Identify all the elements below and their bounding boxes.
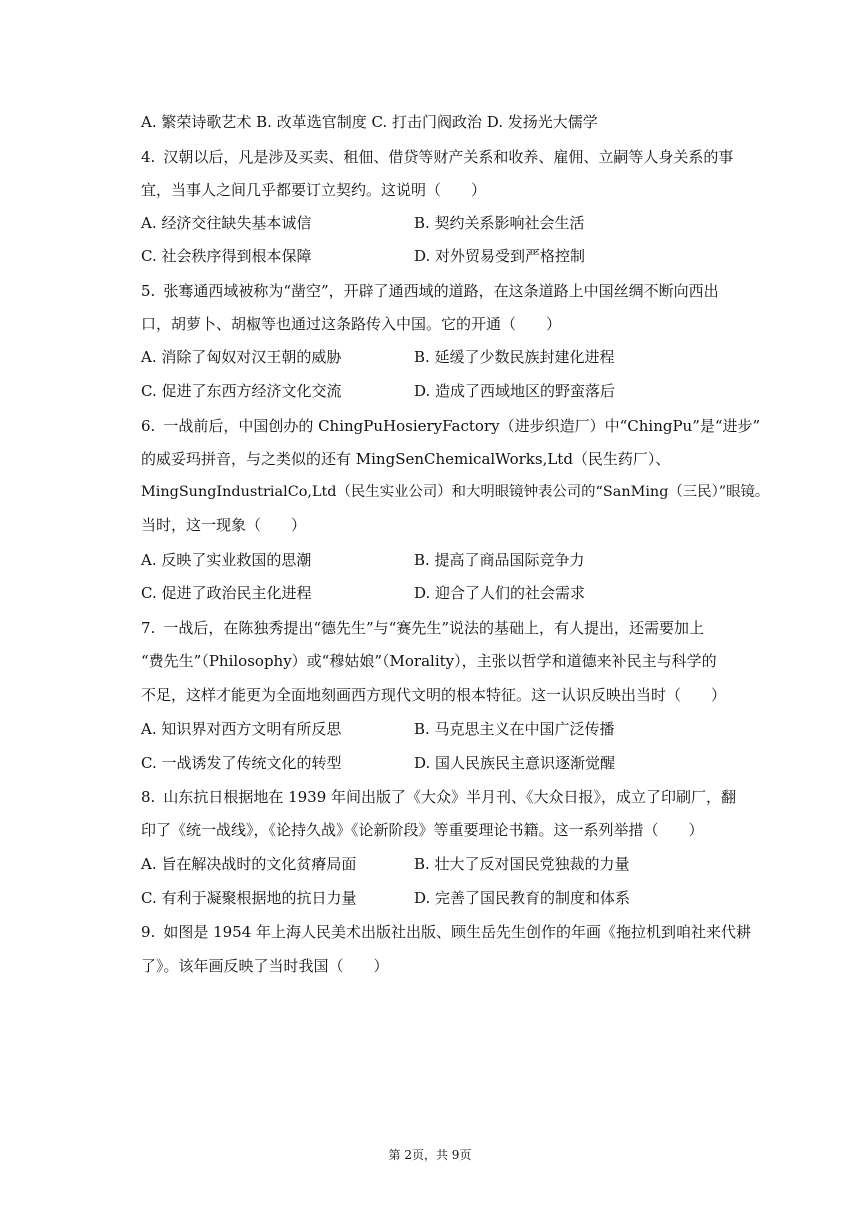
q9-number: 9. bbox=[141, 923, 156, 941]
q3-options-row: A. 繁荣诗歌艺术 B. 改革选官制度 C. 打击门阀政治 D. 发扬光大儒学 bbox=[141, 113, 598, 131]
q7-option-b: B. 马克思主义在中国广泛传播 bbox=[414, 720, 615, 738]
q4-number: 4. bbox=[141, 148, 156, 166]
q9-stem-text1: 如图是 1954 年上海人民美术出版社出版、顾生岳先生创作的年画《拖拉机到咱社来代耕 bbox=[163, 923, 752, 941]
q4-stem-text1: 汉朝以后，凡是涉及买卖、租佃、借贷等财产关系和收养、雇佣、立嗣等人身关系的事 bbox=[163, 148, 734, 166]
q4-option-d: D. 对外贸易受到严格控制 bbox=[414, 247, 586, 265]
q6-number: 6. bbox=[141, 417, 156, 435]
q7-stem-text1: 一战后，在陈独秀提出“德先生”与“赛先生”说法的基础上，有人提出，还需要加上 bbox=[163, 619, 704, 637]
q6-option-d: D. 迎合了人们的社会需求 bbox=[414, 584, 586, 602]
q6-option-c: C. 促进了政治民主化进程 bbox=[141, 584, 312, 602]
q6-option-a: A. 反映了实业救国的思潮 bbox=[141, 551, 312, 569]
q8-stem-line2: 印了《统一战线》，《论持久战》《论新阶段》等重要理论书籍。这一系列举措（ ） bbox=[141, 821, 704, 839]
q6-stem-line1 bbox=[141, 415, 760, 437]
q7-stem-line2: “费先生”（Philosophy）或“穆姑娘”（Morality），主张以哲学和道德来补民主与科学的 bbox=[141, 652, 717, 670]
q4-option-b: B. 契约关系影响社会生活 bbox=[414, 214, 585, 232]
q6-stem-line4: 当时，这一现象（ ） bbox=[141, 516, 307, 534]
q8-stem-line1 bbox=[141, 786, 736, 808]
q5-option-a: A. 消除了匈奴对汉王朝的威胁 bbox=[141, 348, 342, 366]
q7-option-a: A. 知识界对西方文明有所反思 bbox=[141, 720, 342, 738]
q4-stem-line2: 宜，当事人之间几乎都要订立契约。这说明（ ） bbox=[141, 181, 487, 199]
q5-option-b: B. 延缓了少数民族封建化进程 bbox=[414, 348, 615, 366]
q8-option-c: C. 有利于凝聚根据地的抗日力量 bbox=[141, 889, 357, 907]
q8-option-b: B. 壮大了反对国民党独裁的力量 bbox=[414, 855, 630, 873]
q4-option-c: C. 社会秩序得到根本保障 bbox=[141, 247, 312, 265]
q6-stem-text1: 一战前后，中国创办的 ChingPuHosieryFactory（进步织造厂）中“ChingPu”是“进步” bbox=[163, 417, 761, 435]
q7-option-c: C. 一战诱发了传统文化的转型 bbox=[141, 754, 342, 772]
q6-stem-line3: MingSungIndustrialCo,Ltd（民生实业公司）和大明眼镜钟表公司的“SanMing（三民）”眼镜。 bbox=[141, 484, 770, 500]
q9-stem-line1 bbox=[141, 921, 751, 943]
q4-option-a: A. 经济交往缺失基本诚信 bbox=[141, 214, 312, 232]
q6-stem-line2: 的威妥玛拼音，与之类似的还有 MingSenChemicalWorks,Ltd（民生药厂）、 bbox=[141, 450, 671, 468]
q7-stem-line1 bbox=[141, 617, 704, 639]
q7-option-d: D. 国人民族民主意识逐渐觉醒 bbox=[414, 754, 616, 772]
q5-number: 5. bbox=[141, 282, 156, 300]
page-footer: 第 2页，共 9页 bbox=[388, 1148, 472, 1162]
q5-option-c: C. 促进了东西方经济文化交流 bbox=[141, 382, 342, 400]
q5-stem-line2: 口，胡萝卜、胡椒等也通过这条路传入中国。它的开通（ ） bbox=[141, 315, 562, 333]
q7-number: 7. bbox=[141, 619, 156, 637]
q5-stem-line1 bbox=[141, 280, 719, 302]
q5-stem-text1: 张骞通西域被称为“凿空”，开辟了通西域的道路，在这条道路上中国丝绸不断向西出 bbox=[163, 282, 719, 300]
q7-stem-line3: 不足，这样才能更为全面地刻画西方现代文明的根本特征。这一认识反映出当时（ ） bbox=[141, 686, 727, 704]
q4-stem-line1 bbox=[141, 146, 733, 168]
q8-number: 8. bbox=[141, 788, 156, 806]
q8-option-d: D. 完善了国民教育的制度和体系 bbox=[414, 889, 631, 907]
q9-stem-line2: 了》。该年画反映了当时我国（ ） bbox=[141, 957, 389, 975]
q6-option-b: B. 提高了商品国际竞争力 bbox=[414, 551, 585, 569]
q8-stem-text1: 山东抗日根据地在 1939 年间出版了《大众》半月刊、《大众日报》，成立了印刷厂，翻 bbox=[163, 788, 737, 806]
q8-option-a: A. 旨在解决战时的文化贫瘠局面 bbox=[141, 855, 357, 873]
q5-option-d: D. 造成了西域地区的野蛮落后 bbox=[414, 382, 616, 400]
